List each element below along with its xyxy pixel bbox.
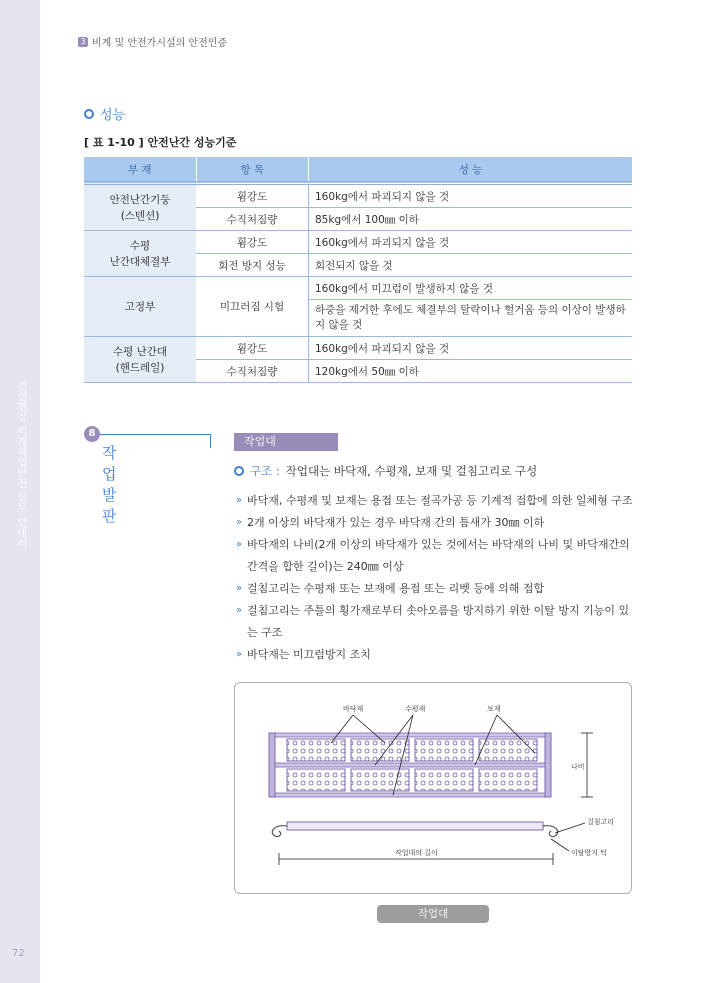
part-cell: 고정부	[84, 277, 196, 337]
work-platform-diagram	[235, 683, 631, 893]
section-number-badge: 8	[84, 426, 100, 442]
item-cell: 휨강도	[196, 183, 309, 208]
performance-cell: 160kg에서 파괴되지 않을 것	[309, 183, 633, 208]
bullet-mark: »	[236, 605, 243, 616]
performance-cell: 120kg에서 50㎜ 이하	[309, 360, 633, 383]
list-item	[236, 534, 634, 578]
bullet-mark: »	[236, 517, 243, 528]
list-item	[236, 644, 634, 666]
item-cell: 수직처짐량	[196, 208, 309, 231]
list-item	[236, 512, 634, 534]
chapter-title: 비계 및 안전가시설의 안전인증	[92, 38, 228, 49]
part-cell	[84, 337, 196, 383]
sidebar	[0, 0, 40, 983]
item-cell: 회전 방지 성능	[196, 254, 309, 277]
table-caption: [ 표 1-10 ] 안전난간 성능기준	[84, 136, 237, 149]
circle-bullet-icon	[234, 466, 244, 476]
section-divider	[100, 434, 210, 435]
platform-top-view	[269, 733, 551, 797]
list-item	[236, 600, 634, 644]
table-header-row	[84, 157, 632, 183]
list-item-text: 걸침고리는 주틀의 횡가재로부터 솟아오름을 방지하기 위한 이탈 방지 기능이 있는 구조	[247, 604, 630, 639]
section-title: 작업발판	[102, 444, 117, 525]
list-item-text: 바닥재의 나비(2개 이상의 바닥재가 있는 것에서는 바닥재의 나비 및 바닥재간의 간격을 합한 길이)는 240㎜ 이상	[247, 538, 630, 573]
page-number: 72	[12, 948, 25, 959]
horizontal-member-label: 수평재	[405, 705, 426, 713]
subsection-tag: 작업대	[234, 433, 338, 451]
item-cell: 미끄러짐 시험	[196, 277, 309, 337]
list-item	[236, 578, 634, 600]
width-label: 나비	[571, 763, 585, 771]
performance-cell: 85kg에서 100㎜ 이하	[309, 208, 633, 231]
table-row	[84, 231, 632, 254]
table-row	[84, 183, 632, 208]
structure-line	[234, 463, 537, 479]
requirement-list	[236, 490, 634, 666]
part-label: 안전난간기둥 (스텐션)	[109, 193, 171, 222]
work-platform-figure	[234, 682, 632, 894]
list-item	[236, 490, 634, 512]
length-label: 작업대의 길이	[395, 849, 438, 857]
performance-heading-text: 성능	[100, 108, 126, 123]
anti-detach-leader	[551, 839, 569, 851]
performance-cell: 160kg에서 파괴되지 않을 것	[309, 337, 633, 360]
running-header	[78, 34, 227, 49]
item-cell: 수직처짐량	[196, 360, 309, 383]
anti-detach-label: 이탈방지 턱	[571, 849, 608, 857]
chapter-badge: 3	[78, 37, 88, 47]
performance-cell: 하중을 제거한 후에도 체결부의 탈락이나 헐거움 등의 이상이 발생하지 않을 것	[309, 300, 633, 337]
floor-label: 바닥재	[343, 705, 364, 713]
bullet-mark: »	[236, 649, 243, 660]
circle-bullet-icon	[84, 109, 94, 119]
table-row	[84, 337, 632, 360]
section-divider-tick	[210, 434, 211, 448]
hook-leader	[555, 823, 585, 833]
performance-cell: 회전되지 않을 것	[309, 254, 633, 277]
performance-cell: 160kg에서 미끄럼이 발생하지 않을 것	[309, 277, 633, 300]
figure-caption: 작업대	[377, 905, 489, 923]
column-header: 부 재	[84, 157, 196, 183]
platform-side-view	[272, 822, 557, 837]
performance-heading	[84, 104, 125, 123]
list-item-text: 바닥재, 수평재 및 보재는 용접 또는 절곡가공 등 기계적 접합에 의한 일체형 구조	[247, 494, 633, 507]
list-item-text: 걸침고리는 수평재 또는 보재에 용접 또는 리벳 등에 의해 접합	[247, 582, 545, 595]
beam-label: 보재	[487, 705, 501, 713]
item-cell: 휨강도	[196, 231, 309, 254]
bullet-mark: »	[236, 583, 243, 594]
table-row	[84, 277, 632, 300]
part-cell	[84, 231, 196, 277]
structure-text: 작업대는 바닥재, 수평재, 보재 및 걸침고리로 구성	[285, 464, 538, 478]
structure-label: 구조 :	[250, 464, 280, 478]
item-cell: 휨강도	[196, 337, 309, 360]
column-header: 항 목	[196, 157, 309, 183]
part-label: 수평 난간대체결부	[109, 239, 171, 268]
list-item-text: 바닥재는 미끄럼방지 조치	[247, 648, 371, 661]
column-header: 성 능	[309, 157, 633, 183]
performance-table	[84, 157, 632, 383]
sidebar-book-title: 건설현장 비계작업안전 실무 안내서	[15, 380, 26, 549]
list-item-text: 2개 이상의 바닥재가 있는 경우 바닥재 간의 틈새가 30㎜ 이하	[247, 516, 545, 529]
part-cell	[84, 183, 196, 231]
bullet-mark: »	[236, 495, 243, 506]
part-label: 수평 난간대 (핸드레일)	[112, 345, 168, 374]
performance-cell: 160kg에서 파괴되지 않을 것	[309, 231, 633, 254]
hook-label: 걸침고리	[587, 818, 615, 826]
bullet-mark: »	[236, 539, 243, 550]
